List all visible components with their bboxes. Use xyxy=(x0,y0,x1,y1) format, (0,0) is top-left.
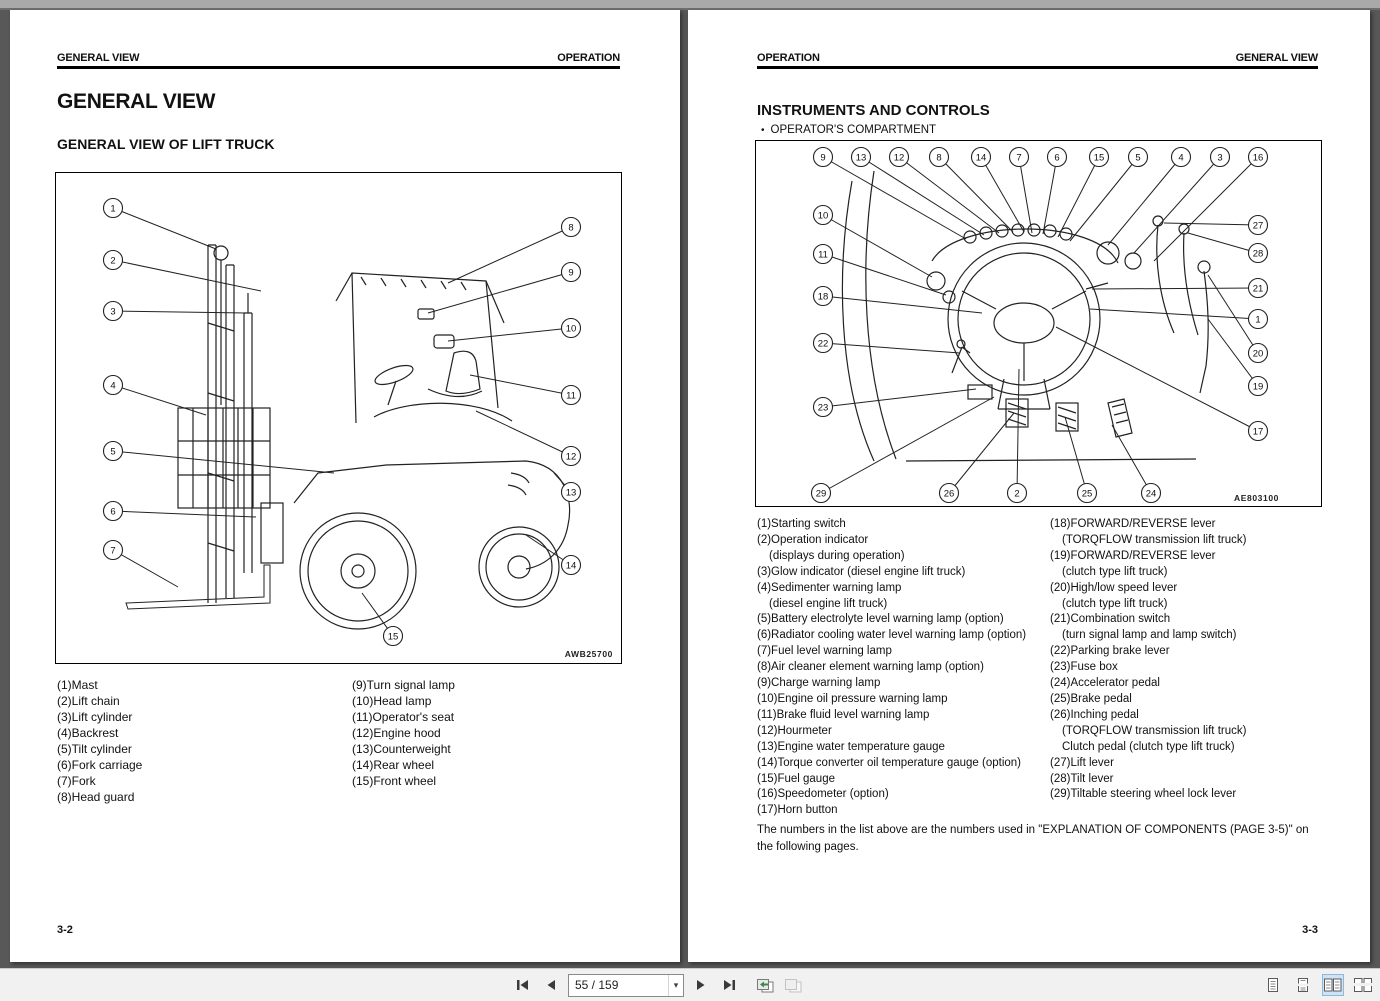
callout-14 xyxy=(972,148,991,167)
callout-10 xyxy=(814,206,833,225)
running-head xyxy=(57,52,620,64)
two-page-icon xyxy=(1323,977,1343,993)
svg-text:11: 11 xyxy=(818,249,828,261)
part-item: (9)Turn signal lamp xyxy=(352,678,455,692)
previous-page-button[interactable] xyxy=(540,974,562,996)
callout-28 xyxy=(1249,244,1268,263)
part-item: (7)Fuel level warning lamp xyxy=(757,645,892,658)
svg-text:23: 23 xyxy=(817,402,829,414)
part-item: (29)Tiltable steering wheel lock lever xyxy=(1050,788,1237,801)
callout-9 xyxy=(814,148,833,167)
svg-text:9: 9 xyxy=(820,152,826,164)
svg-text:16: 16 xyxy=(1252,152,1264,164)
svg-text:26: 26 xyxy=(943,488,955,500)
svg-text:29: 29 xyxy=(815,488,827,500)
two-page-view-button[interactable] xyxy=(1322,974,1344,996)
svg-text:15: 15 xyxy=(1093,152,1105,164)
first-page-button[interactable] xyxy=(512,974,534,996)
previous-view-icon xyxy=(756,978,774,993)
part-item: (clutch type lift truck) xyxy=(1062,565,1168,578)
first-page-icon xyxy=(516,979,530,991)
callout-6 xyxy=(1048,148,1067,167)
svg-text:1: 1 xyxy=(110,203,116,215)
header-rule xyxy=(757,66,1318,69)
part-item: (5)Tilt cylinder xyxy=(57,742,132,756)
fork-carriage xyxy=(261,503,283,563)
tilt-lever xyxy=(1184,233,1198,335)
part-item: (1)Starting switch xyxy=(757,518,846,530)
svg-text:7: 7 xyxy=(110,545,116,557)
callout-4 xyxy=(104,376,123,395)
callout-13 xyxy=(562,483,581,502)
svg-text:18: 18 xyxy=(817,291,829,303)
backrest xyxy=(178,408,270,508)
part-item: (18)FORWARD/REVERSE lever xyxy=(1050,518,1216,530)
svg-text:24: 24 xyxy=(1145,488,1157,500)
svg-text:4: 4 xyxy=(110,380,116,392)
svg-text:10: 10 xyxy=(565,323,577,335)
svg-text:13: 13 xyxy=(855,152,867,164)
horn-button xyxy=(994,303,1054,343)
part-item: (19)FORWARD/REVERSE lever xyxy=(1050,549,1216,562)
svg-text:12: 12 xyxy=(565,451,577,463)
fork xyxy=(126,565,270,609)
part-item: (16)Speedometer (option) xyxy=(757,788,889,801)
page-title: INSTRUMENTS AND CONTROLS xyxy=(757,102,990,119)
part-item: (14)Rear wheel xyxy=(352,758,435,772)
svg-text:25: 25 xyxy=(1081,488,1093,500)
svg-text:9: 9 xyxy=(568,267,574,279)
svg-text:14: 14 xyxy=(565,560,577,572)
callout-23 xyxy=(814,398,833,417)
compartment-heading: • OPERATOR'S COMPARTMENT xyxy=(761,124,937,136)
previous-view-button[interactable] xyxy=(754,974,776,996)
page-number: 3-3 xyxy=(1302,924,1318,936)
part-item: (diesel engine lift truck) xyxy=(769,597,888,610)
fuse-box xyxy=(968,385,992,399)
part-item: (turn signal lamp and lamp switch) xyxy=(1062,629,1237,642)
callout-11 xyxy=(814,245,833,264)
svg-text:12: 12 xyxy=(893,152,905,164)
part-item: (11)Operator's seat xyxy=(352,710,455,724)
part-item: (clutch type lift truck) xyxy=(1062,597,1168,610)
rear-wheel xyxy=(479,527,559,607)
part-item: (22)Parking brake lever xyxy=(1050,645,1170,658)
single-page-icon xyxy=(1264,977,1282,993)
part-item: (displays during operation) xyxy=(769,549,905,562)
part-item: (8)Air cleaner element warning lamp (option) xyxy=(757,661,984,674)
callout-20 xyxy=(1249,344,1268,363)
figure-code: AE803100 xyxy=(1234,493,1279,503)
operator-compartment-illustration xyxy=(756,141,1321,506)
callout-17 xyxy=(1249,422,1268,441)
single-page-continuous-icon xyxy=(1294,977,1312,993)
callout-25 xyxy=(1078,484,1097,503)
callout-16 xyxy=(1249,148,1268,167)
left-gauge xyxy=(927,272,945,290)
callout-24 xyxy=(1142,484,1161,503)
page-navigation-group xyxy=(512,969,804,1001)
part-item: (21)Combination switch xyxy=(1050,613,1171,626)
bullet-marker: • xyxy=(761,125,765,136)
next-view-icon xyxy=(784,978,802,993)
callout-12 xyxy=(562,447,581,466)
two-page-continuous-icon xyxy=(1353,977,1373,993)
part-item: (9)Charge warning lamp xyxy=(757,677,881,690)
svg-text:3: 3 xyxy=(1217,152,1223,164)
running-head-right: OPERATION xyxy=(557,52,620,64)
callout-10 xyxy=(562,319,581,338)
lift-truck-illustration xyxy=(56,173,621,663)
svg-text:17: 17 xyxy=(1252,426,1264,438)
svg-text:13: 13 xyxy=(565,487,577,499)
part-item: (10)Head lamp xyxy=(352,694,432,708)
speedometer-gauge xyxy=(1097,242,1119,264)
callout-1 xyxy=(104,199,123,218)
figure-code: AWB25700 xyxy=(564,649,613,659)
callout-26 xyxy=(940,484,959,503)
svg-text:27: 27 xyxy=(1252,220,1264,232)
head-lamp xyxy=(434,335,454,348)
part-item: (25)Brake pedal xyxy=(1050,692,1132,705)
callout-3 xyxy=(104,302,123,321)
part-item: (12)Hourmeter xyxy=(757,724,832,737)
page-number-value: 55 / 159 xyxy=(575,978,619,992)
svg-text:4: 4 xyxy=(1178,152,1184,164)
callout-5 xyxy=(1129,148,1148,167)
svg-text:10: 10 xyxy=(817,210,829,222)
callout-3 xyxy=(1211,148,1230,167)
callout-19 xyxy=(1249,377,1268,396)
svg-text:3: 3 xyxy=(110,306,116,318)
svg-text:5: 5 xyxy=(1135,152,1141,164)
part-item: (8)Head guard xyxy=(57,790,135,804)
part-item: (12)Engine hood xyxy=(352,726,441,740)
running-head xyxy=(757,52,1318,64)
callout-2 xyxy=(1008,484,1027,503)
page-number-combobox[interactable] xyxy=(568,974,684,997)
parts-list-col2 xyxy=(352,677,620,789)
part-item: (2)Operation indicator xyxy=(757,533,869,546)
svg-text:28: 28 xyxy=(1252,248,1264,260)
callout-8 xyxy=(930,148,949,167)
callout-11 xyxy=(562,386,581,405)
callout-22 xyxy=(814,334,833,353)
page-layout-group xyxy=(1262,969,1374,1001)
operator-seat xyxy=(446,351,480,393)
part-item: (27)Lift lever xyxy=(1050,756,1114,769)
turn-signal-lamp xyxy=(418,309,434,319)
combination-switch xyxy=(1086,283,1108,289)
callout-15 xyxy=(384,627,403,646)
callout-4 xyxy=(1172,148,1191,167)
part-item: (6)Fork carriage xyxy=(57,758,143,772)
part-item: (24)Accelerator pedal xyxy=(1050,677,1160,690)
steering-wheel xyxy=(373,362,415,389)
svg-text:6: 6 xyxy=(1054,152,1060,164)
part-item: (5)Battery electrolyte level warning lamp (option) xyxy=(757,613,1004,626)
previous-page-icon xyxy=(545,979,557,991)
part-item: (1)Mast xyxy=(57,678,98,692)
part-item: (13)Counterweight xyxy=(352,742,451,756)
svg-text:8: 8 xyxy=(568,222,574,234)
last-page-icon xyxy=(722,979,736,991)
running-head-left: OPERATION xyxy=(757,52,820,64)
svg-text:5: 5 xyxy=(110,446,116,458)
dropdown-caret-icon: ▾ xyxy=(668,975,683,996)
callout-8 xyxy=(562,218,581,237)
last-page-button[interactable] xyxy=(718,974,740,996)
part-item: (10)Engine oil pressure warning lamp xyxy=(757,692,948,705)
svg-text:7: 7 xyxy=(1016,152,1022,164)
callout-2 xyxy=(104,251,123,270)
running-head-right: GENERAL VIEW xyxy=(1235,52,1318,64)
callout-1 xyxy=(1249,310,1268,329)
operator-compartment-figure-box xyxy=(755,140,1322,507)
svg-text:2: 2 xyxy=(110,255,116,267)
callout-13 xyxy=(852,148,871,167)
page-subtitle: GENERAL VIEW OF LIFT TRUCK xyxy=(57,136,275,152)
part-item: (TORQFLOW transmission lift truck) xyxy=(1062,724,1247,737)
running-head-left: GENERAL VIEW xyxy=(57,52,140,64)
forward-reverse-lever xyxy=(1200,271,1208,393)
cowl-outline xyxy=(842,181,874,461)
part-item: (28)Tilt lever xyxy=(1050,772,1114,785)
part-item: (2)Lift chain xyxy=(57,694,120,708)
callout-7 xyxy=(1010,148,1029,167)
callout-14 xyxy=(562,556,581,575)
part-item: (20)High/low speed lever xyxy=(1050,581,1178,594)
part-item: (3)Lift cylinder xyxy=(57,710,133,724)
callout-12 xyxy=(890,148,909,167)
two-page-continuous-button[interactable] xyxy=(1352,974,1374,996)
lift-cylinder xyxy=(244,293,252,573)
counterweight xyxy=(294,461,570,569)
lift-lever xyxy=(1157,225,1174,333)
callout-9 xyxy=(562,263,581,282)
page-left xyxy=(10,10,680,962)
svg-text:15: 15 xyxy=(387,631,399,643)
next-page-icon xyxy=(695,979,707,991)
part-item: (6)Radiator cooling water level warning lamp (option) xyxy=(757,629,1027,642)
next-view-button[interactable] xyxy=(782,974,804,996)
mast xyxy=(208,245,216,603)
part-item: (4)Backrest xyxy=(57,726,119,740)
controls-list-col1 xyxy=(757,517,1049,819)
part-item: (14)Torque converter oil temperature gauge (option) xyxy=(757,756,1022,769)
window-chrome-strip xyxy=(0,0,1380,10)
svg-text:6: 6 xyxy=(110,506,116,518)
svg-text:19: 19 xyxy=(1252,381,1264,393)
callout-29 xyxy=(812,484,831,503)
part-item: (17)Horn button xyxy=(757,804,838,817)
callout-18 xyxy=(814,287,833,306)
single-page-continuous-button[interactable] xyxy=(1292,974,1314,996)
svg-text:8: 8 xyxy=(936,152,942,164)
callout-15 xyxy=(1090,148,1109,167)
svg-text:1: 1 xyxy=(1255,314,1261,326)
part-item: (13)Engine water temperature gauge xyxy=(757,740,945,753)
page-right xyxy=(688,10,1370,962)
callout-6 xyxy=(104,502,123,521)
lift-truck-figure-box xyxy=(55,172,622,664)
part-item: (TORQFLOW transmission lift truck) xyxy=(1062,533,1247,546)
front-wheel xyxy=(300,513,416,629)
page-number: 3-2 xyxy=(57,924,73,936)
part-item: (15)Fuel gauge xyxy=(757,772,835,785)
svg-text:21: 21 xyxy=(1252,283,1264,295)
callout-21 xyxy=(1249,279,1268,298)
part-item: (7)Fork xyxy=(57,774,96,788)
controls-list-col2 xyxy=(1050,517,1318,803)
callout-27 xyxy=(1249,216,1268,235)
part-item: Clutch pedal (clutch type lift truck) xyxy=(1062,740,1235,753)
part-item: (26)Inching pedal xyxy=(1050,708,1139,721)
single-page-view-button[interactable] xyxy=(1262,974,1284,996)
part-item: (3)Glow indicator (diesel engine lift truck) xyxy=(757,565,966,578)
callout-7 xyxy=(104,541,123,560)
part-item: (11)Brake fluid level warning lamp xyxy=(757,708,930,721)
instrument-panel xyxy=(932,229,1118,263)
svg-text:20: 20 xyxy=(1252,348,1264,360)
svg-text:2: 2 xyxy=(1014,488,1020,500)
reference-note: The numbers in the list above are the numbers used in "EXPLANATION OF COMPONENTS (PAGE 3-5)" on the following pages. xyxy=(757,824,1309,853)
svg-text:14: 14 xyxy=(975,152,987,164)
part-item: (15)Front wheel xyxy=(352,774,437,788)
header-rule xyxy=(57,66,620,69)
viewer-toolbar xyxy=(0,968,1380,1001)
callout-5 xyxy=(104,442,123,461)
svg-text:22: 22 xyxy=(817,338,829,350)
svg-text:11: 11 xyxy=(566,390,576,402)
next-page-button[interactable] xyxy=(690,974,712,996)
parts-list-col1 xyxy=(57,677,347,805)
part-item: (4)Sedimenter warning lamp xyxy=(757,581,902,594)
part-item: (23)Fuse box xyxy=(1050,661,1118,674)
page-title: GENERAL VIEW xyxy=(57,90,216,113)
